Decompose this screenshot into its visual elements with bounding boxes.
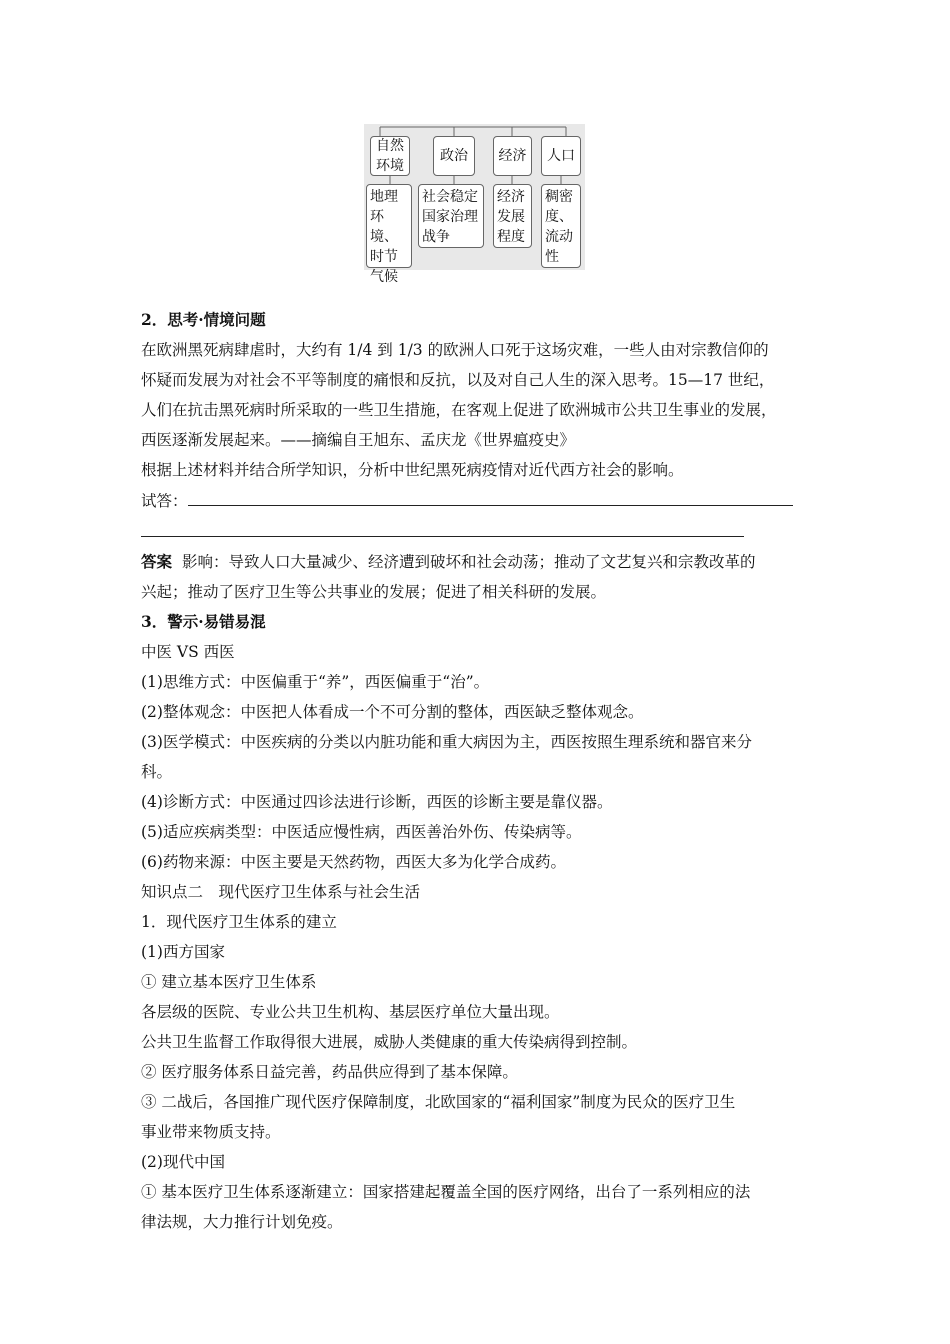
answer-blank-1[interactable] — [188, 485, 793, 506]
category-economy-details — [493, 184, 532, 248]
question: 根据上述材料并结合所学知识，分析中世纪黑死病疫情对近代西方社会的影响。 — [141, 461, 684, 479]
detail-line: 度、 — [545, 209, 573, 225]
answer-label: 答案 — [141, 552, 173, 571]
answer-line — [141, 547, 821, 577]
category-politics-details — [418, 184, 484, 248]
comparison-item: (3)医学模式：中医疾病的分类以内脏功能和重大病因为主，西医按照生理系统和器官来分 — [141, 733, 752, 751]
category-economy-box — [493, 136, 532, 176]
knowledge2-line: (1)西方国家 — [141, 943, 225, 961]
passage-line: 人们在抗击黑死病时所采取的一些卫生措施，在客观上促进了欧洲城市公共卫生事业的发展， — [141, 401, 777, 419]
category-population-details — [541, 184, 581, 268]
category-nature-title-line: 环境 — [376, 158, 404, 174]
comparison-item: (5)适应疾病类型：中医适应慢性病，西医善治外伤、传染病等。 — [141, 823, 582, 841]
category-population-title: 人口 — [547, 148, 575, 164]
knowledge2-line: ① 建立基本医疗卫生体系 — [141, 973, 317, 991]
detail-line: 性 — [545, 249, 559, 265]
detail-line: 战争 — [422, 229, 450, 245]
knowledge2-line: 公共卫生监督工作取得很大进展，威胁人类健康的重大传染病得到控制。 — [141, 1033, 638, 1051]
comparison-item: (6)药物来源：中医主要是天然药物，西医大多为化学合成药。 — [141, 853, 566, 871]
detail-line: 时节 — [370, 249, 398, 265]
category-politics-box — [433, 136, 475, 176]
answer-prompt-line — [141, 485, 821, 516]
section2-heading: 2．思考·情境问题 — [141, 310, 266, 329]
knowledge2-line: ② 医疗服务体系日益完善，药品供应得到了基本保障。 — [141, 1063, 518, 1081]
knowledge2-line: 各层级的医院、专业公共卫生机构、基层医疗单位大量出现。 — [141, 1003, 560, 1021]
detail-line: 国家治理 — [422, 209, 478, 225]
category-nature-box — [370, 136, 410, 176]
answer-text: 影响：导致人口大量减少、经济遭到破坏和社会动荡；推动了文艺复兴和宗教改革的 — [182, 553, 756, 571]
knowledge2-title: 知识点二 现代医疗卫生体系与社会生活 — [141, 883, 421, 901]
document-body — [141, 305, 821, 1237]
comparison-item: 科。 — [141, 763, 173, 781]
detail-line: 发展 — [497, 209, 525, 225]
detail-line: 稠密 — [545, 189, 573, 205]
comparison-item: (4)诊断方式：中医通过四诊法进行诊断，西医的诊断主要是靠仪器。 — [141, 793, 613, 811]
category-population-box — [541, 136, 581, 176]
knowledge2-line: 事业带来物质支持。 — [141, 1123, 281, 1141]
detail-line: 环境、 — [370, 209, 398, 245]
category-economy-title: 经济 — [498, 148, 527, 164]
answer-text: 兴起；推动了医疗卫生等公共事业的发展；促进了相关科研的发展。 — [141, 583, 607, 601]
knowledge2-line: 律法规，大力推行计划免疫。 — [141, 1213, 343, 1231]
passage-line: 在欧洲黑死病肆虐时，大约有 1/4 到 1/3 的欧洲人口死于这场灾难，一些人由对宗教信仰的 — [141, 341, 769, 359]
knowledge2-line: ③ 二战后，各国推广现代医疗保障制度，北欧国家的“福利国家”制度为民众的医疗卫生 — [141, 1093, 736, 1111]
comparison-item: (2)整体观念：中医把人体看成一个不可分割的整体，西医缺乏整体观念。 — [141, 703, 644, 721]
passage-line: 怀疑而发展为对社会不平等制度的痛恨和反抗，以及对自己人生的深入思考。15—17 世纪， — [141, 371, 775, 389]
answer-prompt: 试答： — [141, 492, 188, 510]
section3-heading: 3．警示·易错易混 — [141, 612, 266, 631]
category-nature-details — [366, 184, 412, 285]
detail-line: 社会稳定 — [422, 189, 478, 205]
detail-line: 地理 — [370, 189, 398, 205]
factors-diagram — [364, 124, 585, 285]
knowledge2-heading: 1．现代医疗卫生体系的建立 — [141, 913, 337, 931]
detail-line: 经济 — [497, 189, 525, 205]
answer-blank-line — [141, 516, 821, 547]
comparison-item: (1)思维方式：中医偏重于“养”，西医偏重于“治”。 — [141, 673, 490, 691]
knowledge2-line: (2)现代中国 — [141, 1153, 225, 1171]
detail-line: 气候 — [370, 269, 398, 285]
knowledge2-line: ① 基本医疗卫生体系逐渐建立：国家搭建起覆盖全国的医疗网络，出台了一系列相应的法 — [141, 1183, 751, 1201]
answer-blank-2[interactable] — [141, 516, 744, 537]
category-nature-title-line: 自然 — [376, 138, 404, 154]
passage-line: 西医逐渐发展起来。——摘编自王旭东、孟庆龙《世界瘟疫史》 — [141, 431, 576, 449]
category-politics-title: 政治 — [440, 148, 468, 164]
detail-line: 程度 — [497, 229, 525, 245]
section3-subtitle: 中医 VS 西医 — [141, 643, 235, 661]
detail-line: 流动 — [545, 229, 573, 245]
